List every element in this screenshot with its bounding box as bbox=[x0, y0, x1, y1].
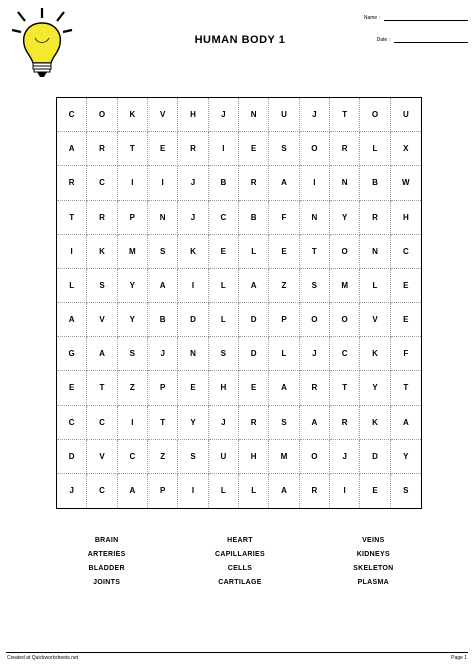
grid-cell[interactable]: W bbox=[391, 166, 421, 200]
grid-cell[interactable]: A bbox=[300, 406, 330, 440]
grid-cell[interactable]: K bbox=[118, 98, 148, 132]
word-bank bbox=[40, 535, 440, 588]
grid-cell[interactable]: R bbox=[87, 201, 117, 235]
grid-cell[interactable]: A bbox=[391, 406, 421, 440]
grid-cell[interactable]: I bbox=[118, 406, 148, 440]
name-label: Name : bbox=[363, 15, 380, 21]
grid-cell[interactable]: N bbox=[178, 337, 208, 371]
grid-cell[interactable]: I bbox=[118, 166, 148, 200]
grid-cell[interactable]: P bbox=[148, 371, 178, 405]
grid-cell[interactable]: S bbox=[178, 440, 208, 474]
grid-cell[interactable]: B bbox=[209, 166, 239, 200]
grid-cell[interactable]: S bbox=[269, 406, 299, 440]
grid-cell[interactable]: L bbox=[209, 474, 239, 508]
grid-cell[interactable]: L bbox=[269, 337, 299, 371]
grid-cell[interactable]: L bbox=[209, 303, 239, 337]
grid-cell[interactable]: X bbox=[391, 132, 421, 166]
grid-cell[interactable]: Z bbox=[269, 269, 299, 303]
grid-cell[interactable]: D bbox=[239, 303, 269, 337]
grid-cell[interactable]: K bbox=[87, 235, 117, 269]
grid-cell[interactable]: C bbox=[57, 98, 87, 132]
grid-cell[interactable]: U bbox=[391, 98, 421, 132]
grid-cell[interactable]: V bbox=[148, 98, 178, 132]
lightbulb-icon bbox=[12, 8, 76, 80]
grid-cell[interactable]: O bbox=[300, 440, 330, 474]
grid-cell[interactable]: P bbox=[118, 201, 148, 235]
word-bank-item: CELLS bbox=[227, 565, 253, 572]
grid-cell[interactable]: H bbox=[178, 98, 208, 132]
word-bank-item: VEINS bbox=[362, 537, 385, 544]
grid-cell[interactable]: I bbox=[148, 166, 178, 200]
word-bank-item: BLADDER bbox=[88, 565, 125, 572]
grid-cell[interactable]: A bbox=[57, 303, 87, 337]
grid-cell[interactable]: Y bbox=[178, 406, 208, 440]
grid-cell[interactable]: S bbox=[87, 269, 117, 303]
grid-cell[interactable]: L bbox=[360, 132, 390, 166]
grid-cell[interactable]: R bbox=[57, 166, 87, 200]
page-title: HUMAN BODY 1 bbox=[194, 34, 286, 46]
grid-cell[interactable]: E bbox=[57, 371, 87, 405]
grid-cell[interactable]: K bbox=[360, 406, 390, 440]
grid-cell[interactable]: O bbox=[300, 303, 330, 337]
grid-cell[interactable]: I bbox=[178, 474, 208, 508]
grid-cell[interactable]: H bbox=[239, 440, 269, 474]
grid-cell[interactable]: T bbox=[391, 371, 421, 405]
grid-cell[interactable]: L bbox=[57, 269, 87, 303]
grid-cell[interactable]: I bbox=[330, 474, 360, 508]
grid-cell[interactable]: Y bbox=[391, 440, 421, 474]
word-bank-item: BRAIN bbox=[94, 537, 119, 544]
word-search-grid bbox=[56, 97, 422, 509]
grid-cell[interactable]: T bbox=[148, 406, 178, 440]
grid-cell[interactable]: S bbox=[269, 132, 299, 166]
grid-cell[interactable]: A bbox=[148, 269, 178, 303]
grid-cell[interactable]: J bbox=[300, 337, 330, 371]
grid-cell[interactable]: D bbox=[360, 440, 390, 474]
grid-cell[interactable]: E bbox=[239, 132, 269, 166]
grid-cell[interactable]: J bbox=[178, 201, 208, 235]
grid-cell[interactable]: L bbox=[239, 474, 269, 508]
grid-cell[interactable]: I bbox=[300, 166, 330, 200]
grid-cell[interactable]: C bbox=[330, 337, 360, 371]
grid-cell[interactable]: Y bbox=[118, 303, 148, 337]
grid-cell[interactable]: I bbox=[178, 269, 208, 303]
grid-cell[interactable]: K bbox=[360, 337, 390, 371]
grid-cell[interactable]: E bbox=[178, 371, 208, 405]
grid-cell[interactable]: Z bbox=[118, 371, 148, 405]
grid-cell[interactable]: U bbox=[269, 98, 299, 132]
grid-cell[interactable]: A bbox=[239, 269, 269, 303]
grid-cell[interactable]: H bbox=[209, 371, 239, 405]
word-bank-item: CARTILAGE bbox=[218, 579, 262, 586]
grid-cell[interactable]: E bbox=[391, 269, 421, 303]
grid-cell[interactable]: A bbox=[87, 337, 117, 371]
grid-cell[interactable]: P bbox=[269, 303, 299, 337]
grid-cell[interactable]: V bbox=[360, 303, 390, 337]
grid-cell[interactable]: O bbox=[87, 98, 117, 132]
date-field[interactable] bbox=[394, 42, 468, 43]
grid-cell[interactable]: A bbox=[269, 166, 299, 200]
name-field[interactable] bbox=[384, 20, 468, 21]
grid-cell[interactable]: C bbox=[87, 166, 117, 200]
footer-page-number: Page 1 bbox=[451, 655, 467, 661]
grid-cell[interactable]: S bbox=[300, 269, 330, 303]
grid-cell[interactable]: T bbox=[57, 201, 87, 235]
grid-cell[interactable]: D bbox=[57, 440, 87, 474]
grid-cell[interactable]: J bbox=[209, 98, 239, 132]
grid-cell[interactable]: J bbox=[148, 337, 178, 371]
grid-cell[interactable]: R bbox=[330, 406, 360, 440]
grid-cell[interactable]: R bbox=[300, 474, 330, 508]
word-bank-item: ARTERIES bbox=[87, 551, 126, 558]
grid-cell[interactable]: N bbox=[148, 201, 178, 235]
word-bank-item: HEART bbox=[227, 537, 253, 544]
footer-credit: Created at Quickworksheets.net bbox=[7, 655, 79, 661]
footer-divider bbox=[6, 652, 468, 653]
grid-cell[interactable]: C bbox=[209, 201, 239, 235]
grid-cell[interactable]: U bbox=[209, 440, 239, 474]
grid-cell[interactable]: S bbox=[118, 337, 148, 371]
grid-cell[interactable]: N bbox=[300, 201, 330, 235]
grid-cell[interactable]: A bbox=[118, 474, 148, 508]
grid-cell[interactable]: E bbox=[269, 235, 299, 269]
grid-cell[interactable]: E bbox=[360, 474, 390, 508]
grid-cell[interactable]: J bbox=[57, 474, 87, 508]
word-bank-item: CAPILLARIES bbox=[215, 551, 265, 558]
grid-cell[interactable]: T bbox=[330, 98, 360, 132]
grid-cell[interactable]: D bbox=[178, 303, 208, 337]
word-bank-item: JOINTS bbox=[93, 579, 121, 586]
grid-cell[interactable]: T bbox=[87, 371, 117, 405]
grid-cell[interactable]: S bbox=[148, 235, 178, 269]
grid-cell[interactable]: R bbox=[87, 132, 117, 166]
grid-cell[interactable]: S bbox=[209, 337, 239, 371]
grid-cell[interactable]: L bbox=[239, 235, 269, 269]
grid-cell[interactable]: R bbox=[178, 132, 208, 166]
grid-cell[interactable]: R bbox=[300, 371, 330, 405]
grid-cell[interactable]: C bbox=[87, 406, 117, 440]
word-bank-item: PLASMA bbox=[357, 579, 389, 586]
grid-cell[interactable]: O bbox=[360, 98, 390, 132]
grid-cell[interactable]: Y bbox=[118, 269, 148, 303]
grid-cell[interactable]: N bbox=[239, 98, 269, 132]
date-label: Date : bbox=[376, 37, 390, 43]
grid-cell[interactable]: A bbox=[269, 474, 299, 508]
grid-cell[interactable]: N bbox=[360, 235, 390, 269]
grid-cell[interactable]: E bbox=[209, 235, 239, 269]
grid-cell[interactable]: C bbox=[87, 474, 117, 508]
grid-cell[interactable]: I bbox=[57, 235, 87, 269]
grid-cell[interactable]: R bbox=[239, 166, 269, 200]
grid-cell[interactable]: L bbox=[209, 269, 239, 303]
grid-cell[interactable]: J bbox=[300, 98, 330, 132]
word-bank-item: KIDNEYS bbox=[356, 551, 390, 558]
grid-cell[interactable]: O bbox=[330, 303, 360, 337]
grid-cell[interactable]: A bbox=[57, 132, 87, 166]
grid-cell[interactable]: Y bbox=[360, 371, 390, 405]
grid-cell[interactable]: C bbox=[118, 440, 148, 474]
grid-cell[interactable]: M bbox=[330, 269, 360, 303]
grid-cell[interactable]: J bbox=[178, 166, 208, 200]
grid-cell[interactable]: Z bbox=[148, 440, 178, 474]
grid-cell[interactable]: M bbox=[269, 440, 299, 474]
grid-cell[interactable]: J bbox=[209, 406, 239, 440]
grid-cell[interactable]: G bbox=[57, 337, 87, 371]
grid-cell[interactable]: C bbox=[57, 406, 87, 440]
grid-cell[interactable]: J bbox=[330, 440, 360, 474]
grid-cell[interactable]: R bbox=[239, 406, 269, 440]
grid-cell[interactable]: V bbox=[87, 440, 117, 474]
grid-cell[interactable]: O bbox=[300, 132, 330, 166]
grid-cell[interactable]: T bbox=[330, 371, 360, 405]
grid-cell[interactable]: E bbox=[239, 371, 269, 405]
grid-cell[interactable]: S bbox=[403, 486, 409, 496]
grid-cell[interactable]: P bbox=[148, 474, 178, 508]
grid-cell[interactable]: L bbox=[360, 269, 390, 303]
grid-cell[interactable]: B bbox=[148, 303, 178, 337]
grid-cell[interactable]: T bbox=[118, 132, 148, 166]
grid-cell[interactable]: B bbox=[239, 201, 269, 235]
grid-cell[interactable]: B bbox=[360, 166, 390, 200]
grid-cell[interactable]: V bbox=[87, 303, 117, 337]
grid-cell[interactable]: R bbox=[330, 132, 360, 166]
grid-cell[interactable]: N bbox=[330, 166, 360, 200]
grid-cell[interactable]: K bbox=[178, 235, 208, 269]
word-bank-item: SKELETON bbox=[353, 565, 394, 572]
grid-cell[interactable]: R bbox=[360, 201, 390, 235]
grid-cell[interactable]: E bbox=[391, 303, 421, 337]
grid-cell[interactable]: F bbox=[269, 201, 299, 235]
grid-cell[interactable]: E bbox=[148, 132, 178, 166]
grid-cell[interactable]: T bbox=[300, 235, 330, 269]
grid-cell[interactable]: F bbox=[391, 337, 421, 371]
grid-cell[interactable]: D bbox=[239, 337, 269, 371]
grid-cell[interactable]: M bbox=[118, 235, 148, 269]
grid-cell[interactable]: A bbox=[269, 371, 299, 405]
grid-cell[interactable]: O bbox=[330, 235, 360, 269]
grid-cell[interactable]: I bbox=[209, 132, 239, 166]
grid-cell[interactable]: Y bbox=[330, 201, 360, 235]
grid-cell[interactable]: H bbox=[391, 201, 421, 235]
grid-cell[interactable]: C bbox=[391, 235, 421, 269]
